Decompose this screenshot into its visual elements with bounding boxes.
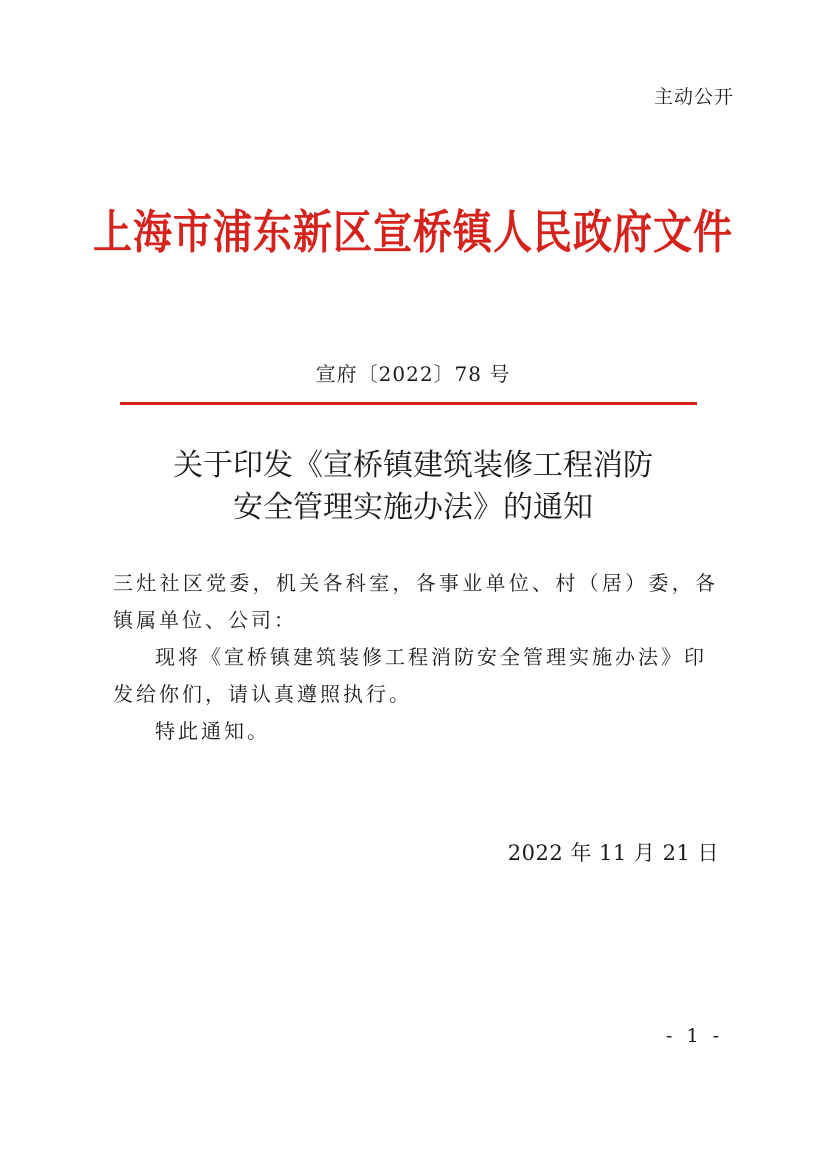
disclosure-label: 主动公开 bbox=[653, 86, 734, 108]
page-number: - 1 - bbox=[665, 1025, 723, 1047]
document-title-line-2: 安全管理实施办法》的通知 bbox=[233, 490, 593, 525]
red-separator-line bbox=[120, 402, 697, 405]
body-paragraph: 现将《宣桥镇建筑装修工程消防安全管理实施办法》印发给你们，请认真遵照执行。 bbox=[113, 645, 707, 706]
addressee: 三灶社区党委，机关各科室，各事业单位、村（居）委，各镇属单位、公司： bbox=[113, 571, 718, 632]
issue-date: 2022 年 11 月 21 日 bbox=[507, 841, 719, 865]
document-number: 宣府〔2022〕78 号 bbox=[315, 362, 511, 386]
closing-paragraph: 特此通知。 bbox=[155, 719, 270, 743]
document-title-line-1: 关于印发《宣桥镇建筑装修工程消防 bbox=[173, 448, 653, 483]
issuer-red-header: 上海市浦东新区宣桥镇人民政府文件 bbox=[92, 205, 733, 260]
